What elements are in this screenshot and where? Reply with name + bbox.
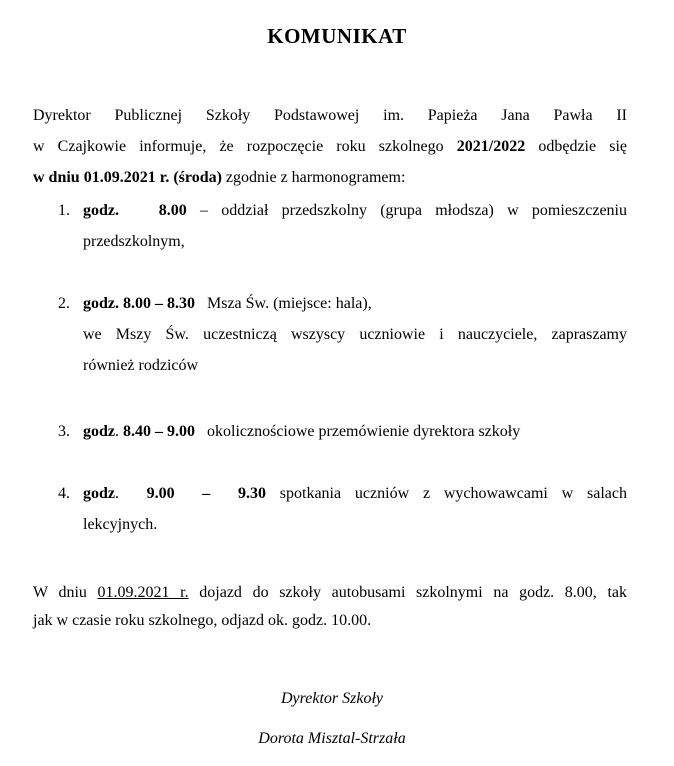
schedule-item-2 bbox=[58, 288, 627, 381]
item-number: 3. bbox=[58, 423, 70, 440]
item-time-separator: . bbox=[115, 423, 123, 440]
item-number: 4. bbox=[58, 485, 70, 502]
outro-text: W dniu bbox=[33, 584, 98, 601]
item-row bbox=[83, 416, 627, 447]
item-row bbox=[83, 195, 627, 226]
school-year: 2021/2022 bbox=[456, 138, 526, 155]
intro-line-1: Dyrektor Publicznej Szkoły Podstawowej im. Papieża Jana Pawła II bbox=[33, 107, 627, 124]
document-title: KOMUNIKAT bbox=[267, 24, 407, 48]
item-time: 8.40 – 9.00 bbox=[123, 423, 195, 440]
outro-text-end: dojazd do szkoły autobusami szkolnymi na godz. 8.00, tak bbox=[188, 584, 627, 601]
schedule-item-1 bbox=[58, 195, 627, 257]
item-description: spotkania uczniów z wychowawcami w salach bbox=[265, 485, 628, 502]
intro-line-3 bbox=[33, 162, 627, 193]
item-time-label: godz bbox=[83, 485, 115, 502]
item-time-label: godz bbox=[83, 423, 115, 440]
item-time: godz. 8.00 bbox=[83, 202, 187, 219]
item-row: przedszkolnym, bbox=[83, 233, 185, 250]
item-description: – oddział przedszkolny (grupa młodsza) w pomieszczeniu bbox=[186, 202, 628, 219]
transport-paragraph bbox=[33, 579, 627, 635]
schedule-item-4 bbox=[58, 478, 627, 540]
signature-name: Dorota Misztal-Strzała bbox=[258, 730, 406, 747]
schedule-item-3 bbox=[58, 416, 627, 447]
intro-paragraph bbox=[33, 100, 627, 193]
item-time-separator: . bbox=[115, 485, 147, 502]
outro-line-2: jak w czasie roku szkolnego, odjazd ok. godz. 10.00. bbox=[33, 612, 372, 629]
item-row bbox=[83, 288, 627, 319]
item-number: 2. bbox=[58, 295, 70, 312]
item-row: lekcyjnych. bbox=[83, 516, 158, 533]
item-row: również rodziców bbox=[83, 357, 199, 374]
item-description: Msza Św. (miejsce: hala), bbox=[195, 295, 372, 312]
item-description: okolicznościowe przemówienie dyrektora szkoły bbox=[195, 423, 521, 440]
item-row: we Mszy Św. uczestniczą wszyscy uczniowie i nauczyciele, zapraszamy bbox=[83, 326, 627, 343]
intro-schedule-lead: zgodnie z harmonogramem: bbox=[221, 169, 406, 186]
item-time: godz. 8.00 – 8.30 bbox=[83, 295, 195, 312]
intro-text-end: odbędzie się bbox=[525, 138, 627, 155]
item-number: 1. bbox=[58, 202, 70, 219]
item-time: 9.00 – 9.30 bbox=[146, 485, 266, 502]
item-row bbox=[83, 478, 627, 509]
signature-role: Dyrektor Szkoły bbox=[280, 690, 384, 707]
start-date: w dniu 01.09.2021 r. (środa) bbox=[33, 169, 222, 186]
outro-line-1 bbox=[33, 579, 627, 607]
transport-date: 01.09.2021 r. bbox=[97, 584, 189, 601]
intro-text: w Czajkowie informuje, że rozpoczęcie roku szkolnego bbox=[33, 138, 457, 155]
intro-line-2 bbox=[33, 131, 627, 162]
